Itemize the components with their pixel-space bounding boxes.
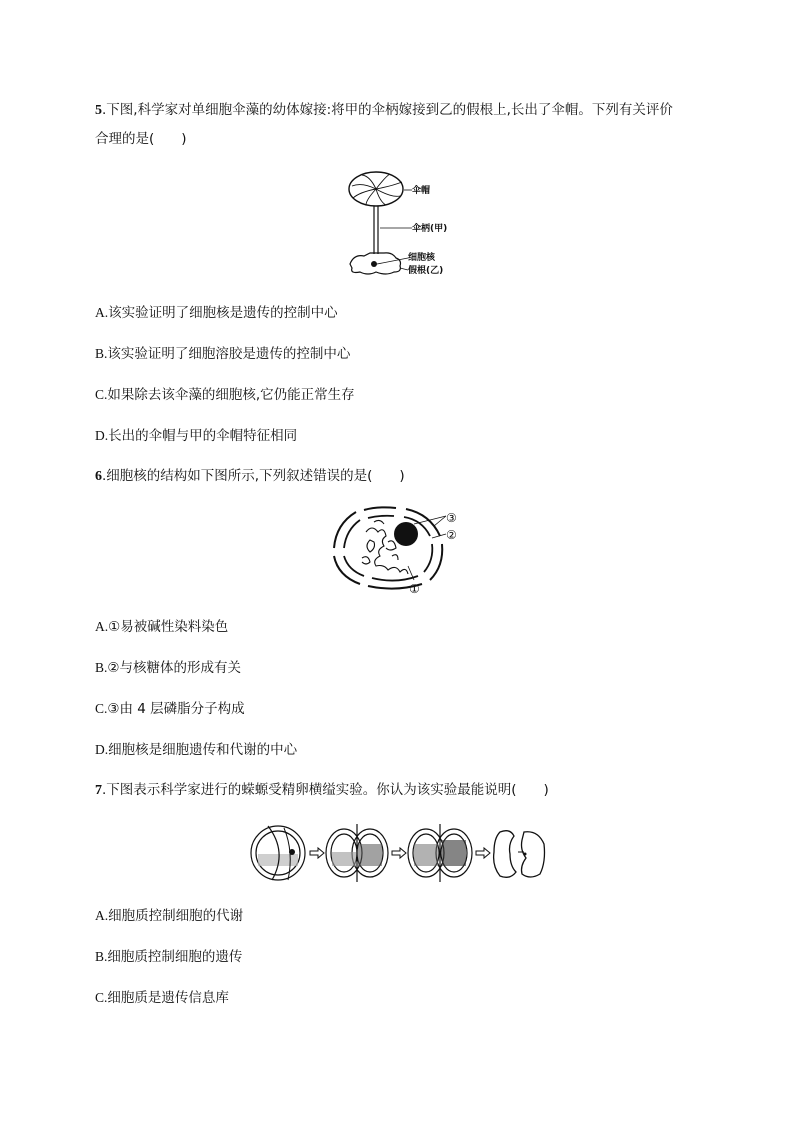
question-6-option-d[interactable] xyxy=(95,740,297,760)
question-stem-line: .细胞核的结构如下图所示,下列叙述错误的是( ) xyxy=(102,468,405,484)
option-text: 长出的伞帽与甲的伞帽特征相同 xyxy=(108,428,298,444)
question-6-option-a[interactable] xyxy=(95,617,228,637)
option-text: 该实验证明了细胞溶胶是遗传的控制中心 xyxy=(107,346,351,362)
nucleus-structure-figure xyxy=(326,504,476,594)
question-stem-line: 合理的是( ) xyxy=(95,131,187,147)
nucleolus-shape xyxy=(394,522,418,546)
option-letter: A. xyxy=(95,305,109,320)
question-5-stem xyxy=(95,96,705,154)
option-letter: A. xyxy=(95,619,109,634)
question-7-option-a[interactable] xyxy=(95,906,243,926)
question-6-option-c[interactable] xyxy=(95,699,245,719)
question-7-option-b[interactable] xyxy=(95,947,242,967)
option-text: ①易被碱性染料染色 xyxy=(108,619,229,635)
label-cap: 伞帽 xyxy=(412,186,431,196)
option-text: 细胞质控制细胞的代谢 xyxy=(108,908,244,924)
option-letter: A. xyxy=(95,908,109,923)
nucleus-dot xyxy=(371,261,377,267)
question-number: 6 xyxy=(95,469,102,484)
option-letter: D. xyxy=(95,428,109,443)
option-letter: C. xyxy=(95,990,108,1005)
question-5-option-b[interactable] xyxy=(95,344,350,364)
label-rhizoid: 假根(乙) xyxy=(408,266,444,276)
option-letter: B. xyxy=(95,346,108,361)
option-text: 如果除去该伞藻的细胞核,它仍能正常生存 xyxy=(107,387,355,403)
option-text: ②与核糖体的形成有关 xyxy=(107,660,241,676)
label-3: ③ xyxy=(446,511,457,525)
label-stalk: 伞柄(甲) xyxy=(412,224,448,234)
option-text: 细胞质是遗传信息库 xyxy=(107,990,229,1006)
question-stem-line: .下图表示科学家进行的蝾螈受精卵横缢实验。你认为该实验最能说明( ) xyxy=(102,782,549,798)
option-text: 细胞核是细胞遗传和代谢的中心 xyxy=(108,742,298,758)
label-nucleus: 细胞核 xyxy=(408,253,436,263)
option-letter: B. xyxy=(95,660,108,675)
question-5-option-c[interactable] xyxy=(95,385,355,405)
question-6-option-b[interactable] xyxy=(95,658,241,678)
question-5-option-d[interactable] xyxy=(95,426,297,446)
question-stem-line: .下图,科学家对单细胞伞藻的幼体嫁接:将甲的伞柄嫁接到乙的假根上,长出了伞帽。下列有关评价 xyxy=(102,102,673,118)
label-1: ① xyxy=(409,582,420,596)
salamander-egg-ligation-figure xyxy=(248,822,548,884)
option-letter: D. xyxy=(95,742,109,757)
option-letter: B. xyxy=(95,949,108,964)
question-7-stem xyxy=(95,776,705,805)
option-text: 该实验证明了细胞核是遗传的控制中心 xyxy=(108,305,338,321)
label-2: ② xyxy=(446,528,457,542)
option-letter: C. xyxy=(95,701,108,716)
question-7-option-c[interactable] xyxy=(95,988,229,1008)
question-5-option-a[interactable] xyxy=(95,303,338,323)
option-text: ③由 4 层磷脂分子构成 xyxy=(107,701,245,717)
option-letter: C. xyxy=(95,387,108,402)
question-6-stem xyxy=(95,462,705,491)
acetabularia-graft-figure xyxy=(340,168,460,280)
question-number: 5 xyxy=(95,103,102,118)
question-number: 7 xyxy=(95,783,102,798)
option-text: 细胞质控制细胞的遗传 xyxy=(107,949,243,965)
